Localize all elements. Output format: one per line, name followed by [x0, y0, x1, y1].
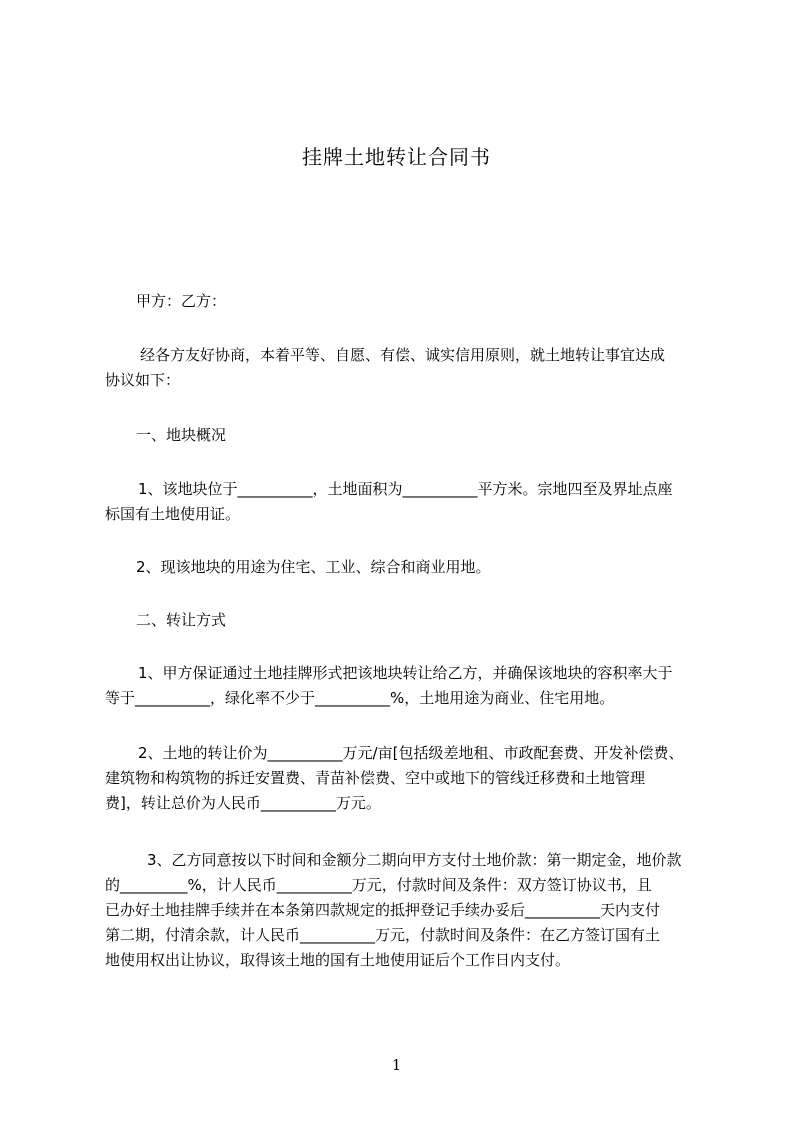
section2-item2-line-1: 2、土地的转让价为__________万元/亩[包括级差地租、市政配套费、开发补偿费、 [138, 744, 684, 762]
section2-item3-line-3: 已办好土地挂牌手续并在本条第四款规定的抵押登记手续办妥后__________天内支付 [105, 901, 661, 919]
section2-heading [136, 608, 736, 633]
section1-item2 [136, 555, 736, 580]
section2-item1 [105, 661, 705, 711]
parties-text: 甲方：乙方： [136, 292, 227, 310]
document-title: 挂牌土地转让合同书 [302, 145, 491, 169]
section1-item1-line-1: 1、该地块位于__________，土地面积为__________平方米。宗地四至及界址点座 [138, 480, 673, 498]
preamble-line-2: 协议如下： [105, 371, 181, 389]
section2-item3-line-1: 3、乙方同意按以下时间和金额分二期向甲方支付土地价款：第一期定金，地价款 [147, 851, 682, 869]
section2-item3-line-4: 第二期，付清余款，计人民币__________万元，付款时间及条件：在乙方签订国有土 [105, 926, 661, 944]
section2-item2 [105, 741, 705, 816]
section2-item2-line-2: 建筑物和构筑物的拆迁安置费、青苗补偿费、空中或地下的管线迁移费和土地管理 [105, 769, 646, 787]
preamble-line-1: 经各方友好协商，本着平等、自愿、有偿、诚实信用原则，就土地转让事宜达成 [140, 346, 666, 364]
section2-item1-line-1: 1、甲方保证通过土地挂牌形式把该地块转让给乙方，并确保该地块的容积率大于 [138, 664, 673, 682]
preamble-paragraph [105, 343, 705, 393]
section2-item3 [105, 848, 705, 973]
section2-item2-line-3: 费]，转让总价为人民币__________万元。 [105, 794, 381, 812]
section1-heading [136, 423, 736, 448]
page-number: 1 [391, 1056, 402, 1074]
section1-item1 [105, 477, 705, 527]
section2-heading-text: 二、转让方式 [136, 611, 227, 629]
section1-item2-line-1: 2、现该地块的用途为住宅、工业、综合和商业用地。 [136, 558, 491, 576]
section2-item1-line-2: 等于__________，绿化率不少于__________%，土地用途为商业、住宅用地。 [105, 689, 615, 707]
section1-heading-text: 一、地块概况 [136, 426, 227, 444]
section2-item3-line-5: 地使用权出让协议，取得该土地的国有土地使用证后个工作日内支付。 [105, 951, 571, 969]
section2-item3-line-2: 的_________%，计人民币__________万元，付款时间及条件：双方签订协议书，且 [105, 876, 652, 894]
parties-line [136, 289, 736, 314]
section1-item1-line-2: 标国有土地使用证。 [105, 505, 241, 523]
